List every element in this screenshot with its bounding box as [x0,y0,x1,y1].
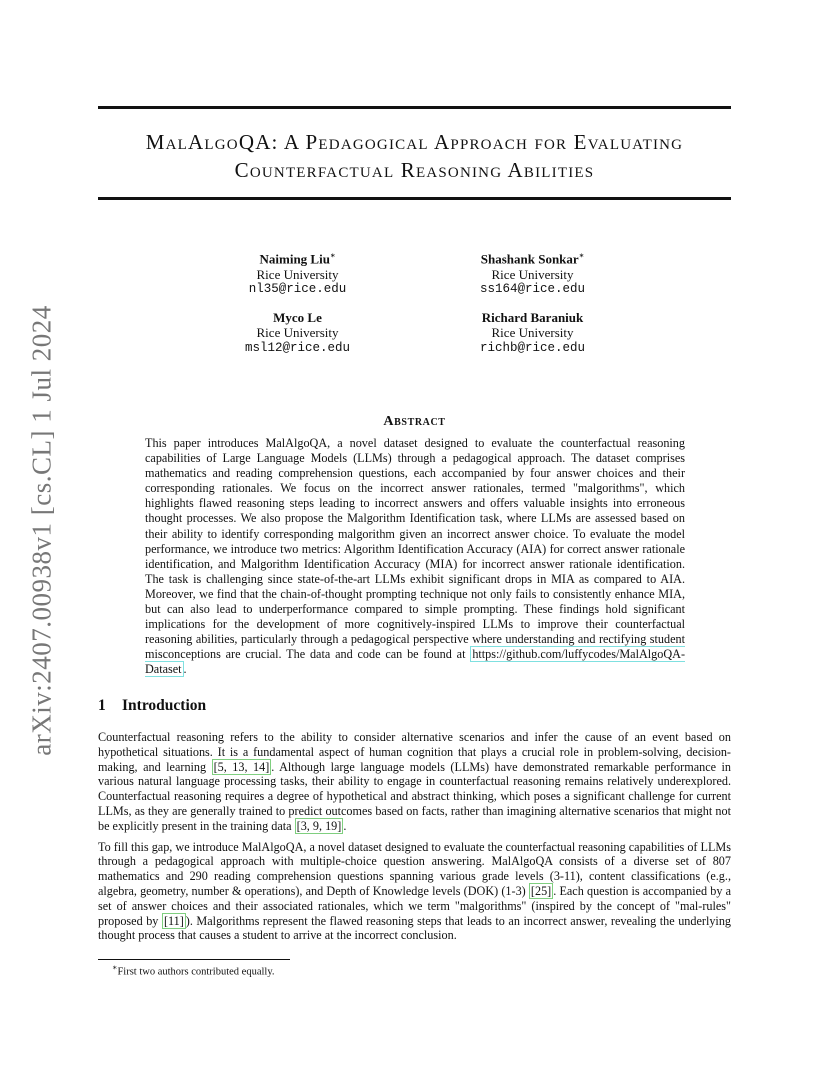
footnote: ∗First two authors contributed equally. [112,963,275,978]
author-block [180,248,650,356]
author-affiliation: Rice University [256,266,339,282]
paper-title [98,128,731,184]
author-3 [180,310,415,357]
author-name: Shashank Sonkar∗ [480,251,585,267]
author-4 [415,310,650,357]
author-1 [180,248,415,298]
author-affiliation: Rice University [491,266,574,282]
author-2 [415,248,650,298]
author-affiliation: Rice University [491,325,574,341]
title-line-2: Counterfactual Reasoning Abilities [234,158,595,182]
arxiv-identifier [22,300,62,760]
footnote-rule [98,959,290,960]
author-email[interactable]: ss164@rice.edu [479,282,586,297]
author-email[interactable]: richb@rice.edu [479,340,586,355]
citation-link[interactable]: [3, 9, 19] [296,818,342,833]
author-name: Richard Baraniuk [481,309,584,325]
title-rule-bottom [98,197,731,200]
abstract-heading: Abstract [383,414,446,429]
citation-link[interactable]: [11] [163,913,184,928]
author-affiliation: Rice University [256,325,339,341]
paragraph-1: Counterfactual reasoning refers to the ability to consider alternative scenarios and infer the cause of an event based on hypothetical situations. It is a fundamental aspect of human cognition that plays a crucial role in problem-solving, decision-making, and learning [5, 13, 14] . Although large language models (LLMs) have demonstrated remarkable performance in various natural language processing tasks, their ability to engage in counterfactual reasoning remains relatively underexplored. Counterfactual reasoning requires a degree of hypothetical and abstract thinking, which poses a significant challenge for current LLMs, as they are generally trained to predict outcomes based on facts, rather than imagining alternative scenarios that might not be explicitly present in the training data [3, 9, 19] . [98,730,731,833]
introduction-body [98,730,731,949]
arxiv-id-text: arXiv:2407.00938v1 [cs.CL] 1 Jul 2024 [26,304,57,756]
section-number: 1 [98,697,106,714]
author-name: Naiming Liu∗ [259,251,336,267]
abstract-paragraph: This paper introduces MalAlgoQA, a novel dataset designed to evaluate the counterfactual reasoning capabilities of Large Language Models (LLMs) through a pedagogical approach. The dataset comprises mathematics and reading comprehension questions, each accompanied by four answer choices and their corresponding rationales. We focus on the incorrect answer rationales, termed "malgorithms", which highlights flawed reasoning steps leading to incorrect answers and offers valuable insights into erroneous thought processes. We also propose the Malgorithm Identification task, where LLMs are assessed based on their ability to identify corresponding malgorithm given an incorrect answer choice. To evaluate the model performance, we introduce two metrics: Algorithm Identification Accuracy (AIA) for correct answer rationale identification, and Malgorithm Identification Accuracy (MIA) for incorrect answer rationale identification. The task is challenging since state-of-the-art LLMs exhibit significant drops in MIA as compared to AIA. Moreover, we find that the chain-of-thought prompting technique not only fails to consistently enhance MIA, but can also lead to underperformance compared to simple prompting. These findings hold significant implications for the development of more cognitively-inspired LLMs to improve their counterfactual reasoning abilities, particularly through a pedagogical perspective where understanding and rectifying student misconceptions are crucial. The data and code can be found at https://github.com/luffycodes/MalAlgoQA-Dataset . [145,436,686,677]
author-email[interactable]: nl35@rice.edu [248,282,347,297]
dataset-link[interactable]: https://github.com/luffycodes/MalAlgoQA-Dataset [145,647,686,677]
section-heading-introduction [98,697,206,715]
title-rule-top [98,106,731,109]
author-email[interactable]: msl12@rice.edu [244,340,351,355]
paragraph-2: To fill this gap, we introduce MalAlgoQA, a novel dataset designed to evaluate the counterfactual reasoning capabilities of LLMs through a pedagogical approach with multiple-choice question answering. MalAlgoQA consists of a diverse set of 807 mathematics and 290 reading comprehension questions spanning various grade levels (3-11), content classifications (e.g., algebra, geometry, number & operations), and Depth of Knowledge levels (DOK) (1-3) [25] . Each question is accompanied by a set of answer choices and their associated rationales, which we term "malgorithms" (inspired by the concept of "mal-rules" proposed by [11] ). Malgorithms represent the flawed reasoning steps that leads to an incorrect answer, revealing the underlying thought process that causes a student to arrive at the incorrect conclusion. [98,839,732,943]
title-line-1: MalAlgoQA: A Pedagogical Approach for Evaluating [145,130,684,154]
section-title: Introduction [122,697,207,714]
abstract-body [145,436,685,678]
citation-link[interactable]: [25] [530,883,552,898]
citation-link[interactable]: [5, 13, 14] [213,759,270,774]
author-name: Myco Le [273,309,322,325]
